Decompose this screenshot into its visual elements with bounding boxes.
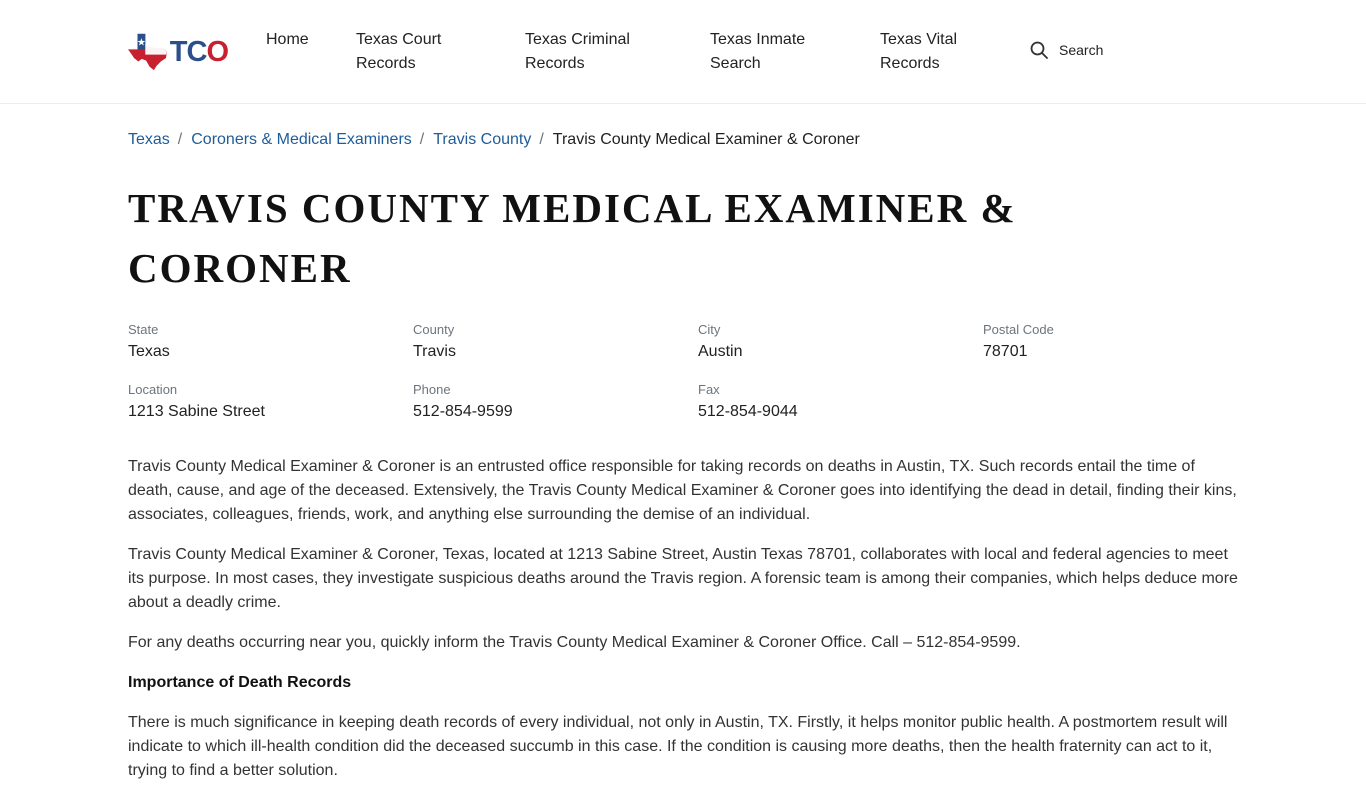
location-value: 1213 Sabine Street: [128, 403, 265, 420]
texas-flag-map-icon: [128, 31, 168, 73]
fax-label: Fax: [698, 382, 720, 397]
state-label: State: [128, 322, 159, 337]
postal-code-label: Postal Code: [983, 322, 1054, 337]
logo-wordmark: TCO: [169, 35, 228, 68]
paragraph-location: Travis County Medical Examiner & Coroner, Texas, located at 1213 Sabine Street, Austin Texas 78701, collaborates with local and federal agencies to meet its purpose. In most cases, they investigate suspicious deaths around the Travis region. A forensic team is among their companies, which helps deduce more about a deadly crime.: [128, 546, 1238, 611]
paragraph-intro: Travis County Medical Examiner & Coroner is an entrusted office responsible for taking records on deaths in Austin, TX. Such records entail the time of death, cause, and age of the deceased. Extensively, the Travis County Medical Examiner & Coroner goes into identifying the dead in detail, finding their kins, associates, colleagues, friends, work, and anything else surrounding the demise of an individual.: [128, 458, 1237, 523]
paragraph-contact: For any deaths occurring near you, quickly inform the Travis County Medical Examiner & Coroner Office. Call – 512-854-9599.: [128, 634, 1021, 651]
location-label: Location: [128, 382, 178, 397]
breadcrumb-separator: /: [419, 131, 425, 148]
search-button[interactable]: [1030, 41, 1103, 59]
search-icon: [1030, 41, 1048, 59]
paragraph-importance: There is much significance in keeping death records of every individual, not only in Austin, TX. Firstly, it helps monitor public health. A postmortem result will indicate to which ill-health condition did the deceased succumb in this case. If the condition is causing more deaths, then the health fraternity can act to it, trying to find a better solution.: [128, 714, 1228, 779]
postal-code-value: 78701: [983, 343, 1028, 360]
nav-texas-criminal-records[interactable]: Texas Criminal Records: [525, 31, 630, 72]
info-phone: [413, 382, 693, 422]
breadcrumb-travis-county[interactable]: Travis County: [433, 131, 532, 148]
breadcrumb-coroners[interactable]: Coroners & Medical Examiners: [191, 131, 412, 148]
info-postal-code: [983, 322, 1263, 362]
site-header: [0, 0, 1366, 104]
search-label: Search: [1059, 42, 1104, 58]
nav-home[interactable]: Home: [266, 31, 309, 48]
county-value: Travis: [413, 343, 456, 360]
breadcrumb-separator: /: [177, 131, 183, 148]
city-value: Austin: [698, 343, 743, 360]
page-title: TRAVIS COUNTY MEDICAL EXAMINER & CORONER: [128, 185, 1017, 291]
info-fax: [698, 382, 978, 422]
section-heading-importance: Importance of Death Records: [128, 674, 352, 691]
city-label: City: [698, 322, 721, 337]
nav-texas-vital-records[interactable]: Texas Vital Records: [880, 31, 958, 72]
breadcrumb-current: Travis County Medical Examiner & Coroner: [552, 131, 860, 148]
info-location: [128, 382, 408, 422]
nav-texas-court-records[interactable]: Texas Court Records: [356, 31, 442, 72]
nav-texas-inmate-search[interactable]: Texas Inmate Search: [710, 31, 806, 72]
site-logo[interactable]: [128, 30, 228, 74]
phone-value[interactable]: 512-854-9599: [413, 403, 513, 420]
info-state: [128, 322, 408, 362]
fax-value: 512-854-9044: [698, 403, 798, 420]
breadcrumb: [128, 130, 860, 150]
article-body: [128, 455, 1243, 799]
county-label: County: [413, 322, 455, 337]
state-value: Texas: [128, 343, 170, 360]
breadcrumb-separator: /: [539, 131, 544, 148]
phone-label: Phone: [413, 382, 451, 397]
info-county: [413, 322, 693, 362]
info-city: [698, 322, 978, 362]
breadcrumb-texas[interactable]: Texas: [128, 131, 170, 148]
